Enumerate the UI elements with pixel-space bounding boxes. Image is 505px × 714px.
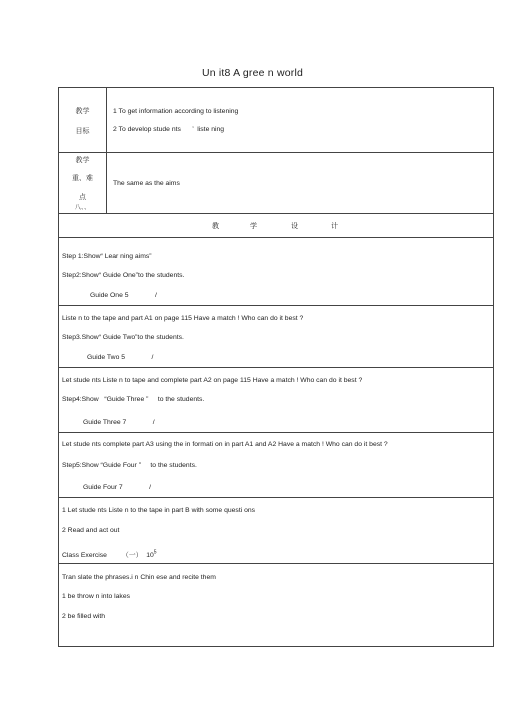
aims-line-2: 2 To develop stude nts ’ liste ning — [113, 126, 225, 133]
row-divider — [59, 237, 493, 238]
phrase-2: 2 be filled with — [62, 613, 106, 620]
step-5: Step5:Show “Guide Four ” to the students. — [62, 462, 197, 469]
key-points-label-4: 八、、 — [74, 204, 91, 211]
guide-three: Guide Three 7 / — [83, 419, 155, 426]
key-points-label-1: 教学 — [75, 157, 90, 164]
design-heading-char-1: 教 — [212, 223, 219, 230]
guide-two: Guide Two 5 / — [87, 354, 154, 361]
guide-two-task: Let stude nts Liste n to tape and complete part A2 on page 115 Have a match ! Who can do it best ? — [62, 377, 363, 384]
row-divider — [59, 432, 493, 433]
class-exercise-superscript: 5 — [153, 549, 157, 556]
design-heading-char-3: 设 — [291, 223, 298, 230]
key-points-label-3: 点 — [79, 194, 86, 201]
guide-three-task: Let stude nts complete part A3 using the in formati on in part A1 and A2 Have a match ! Who can do it best ? — [62, 441, 388, 448]
key-points-label-2: 重、难 — [72, 175, 93, 182]
step-3: Step3.Show“ Guide Two”to the students. — [62, 334, 184, 341]
class-exercise-label: Class Exercise （一） 10 — [62, 552, 154, 559]
key-points-text: The same as the aims — [113, 180, 180, 187]
aims-line-1: 1 To get information according to listening — [113, 108, 239, 115]
guide-one-task: Liste n to the tape and part A1 on page 115 Have a match ! Who can do it best ? — [62, 315, 304, 322]
row-divider — [59, 367, 493, 368]
lesson-plan-table — [58, 87, 494, 647]
guide-four: Guide Four 7 / — [83, 484, 151, 491]
guide-one: Guide One 5 / — [90, 292, 157, 299]
column-divider — [106, 88, 107, 213]
design-heading-char-4: 计 — [331, 223, 338, 230]
phrase-1: 1 be throw n into lakes — [62, 593, 131, 600]
row-divider — [59, 497, 493, 498]
step-1: Step 1:Show“ Lear ning aims” — [62, 253, 152, 260]
page-title: Un it8 A gree n world — [201, 67, 304, 79]
row-divider — [59, 152, 493, 153]
step-2: Step2:Show“ Guide One”to the students. — [62, 272, 185, 279]
guide-four-task-1: 1 Let stude nts Liste n to the tape in part B with some questi ons — [62, 507, 256, 514]
design-heading-char-2: 学 — [250, 223, 257, 230]
step-4: Step4:Show “Guide Three ” to the students. — [62, 396, 205, 403]
row-divider — [59, 305, 493, 306]
row-divider — [59, 563, 493, 564]
guide-four-task-2: 2 Read and act out — [62, 527, 120, 534]
row-divider — [59, 213, 493, 214]
translate-instruction: Tran slate the phrases.i n Chin ese and recite them — [62, 574, 216, 581]
aims-label-2: 目标 — [75, 128, 90, 135]
aims-label-1: 教学 — [75, 108, 90, 115]
class-exercise — [62, 549, 157, 559]
